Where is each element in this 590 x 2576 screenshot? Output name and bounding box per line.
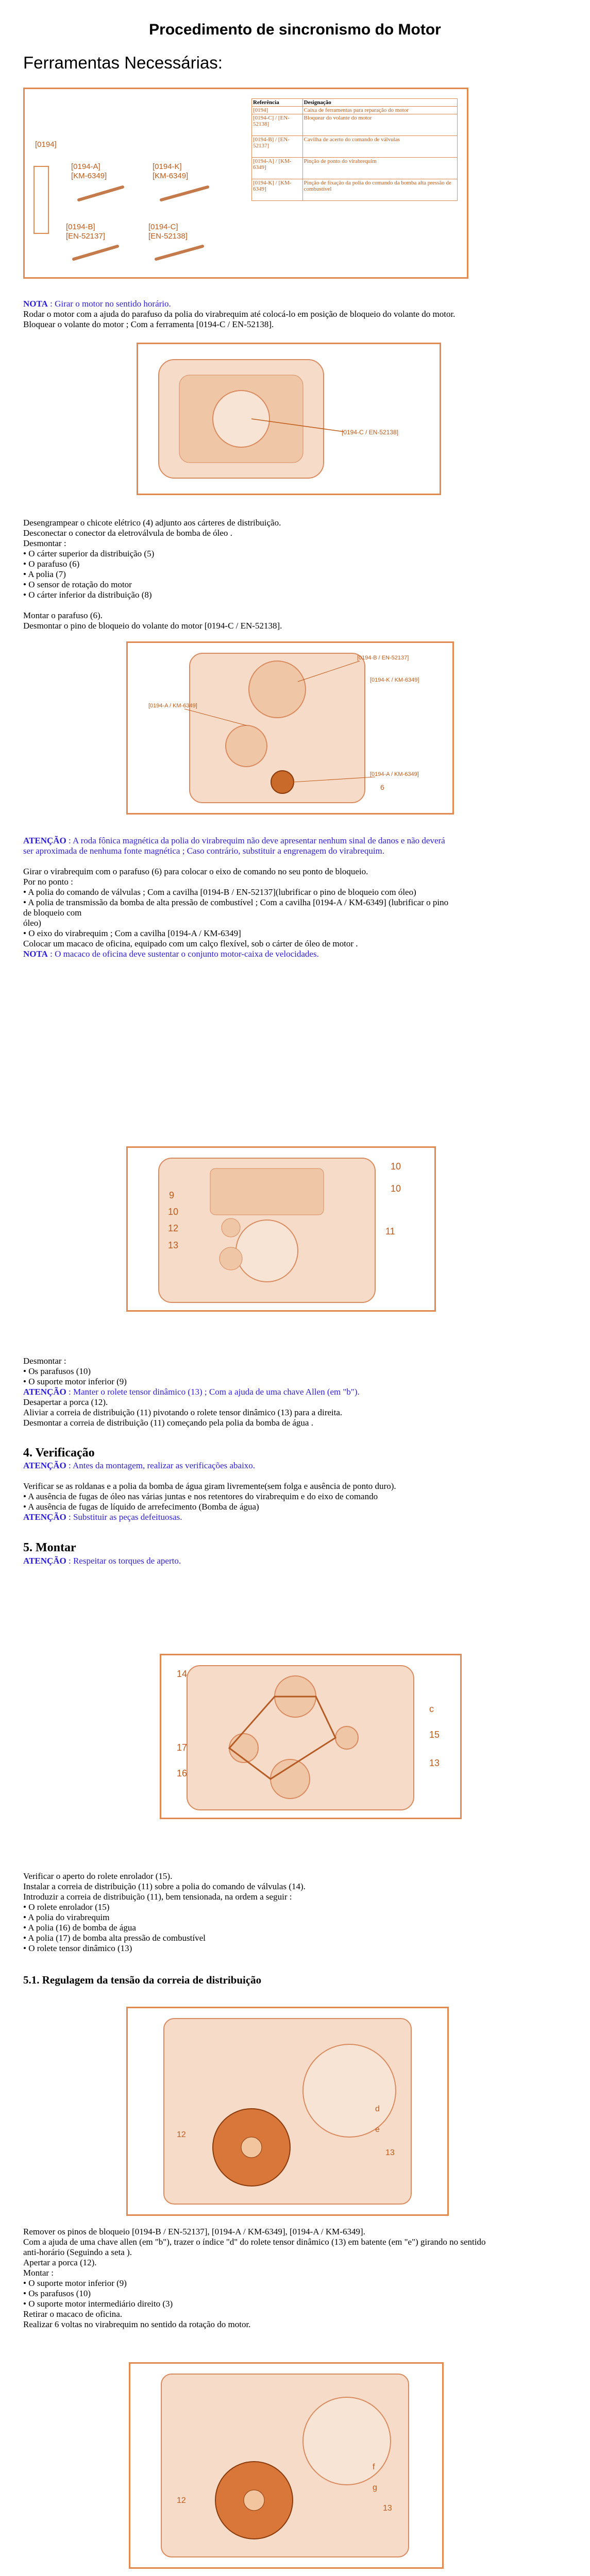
- figure-label: g: [373, 2483, 377, 2492]
- text-line: Desconectar o conector da eletroválvula de bomba de óleo .: [23, 528, 232, 538]
- text-line: Realizar 6 voltas no virabrequim no sentido da rotação do motor.: [23, 2319, 251, 2329]
- text-line: Aliviar a correia de distribuição (11) pivotando o rolete tensor dinâmico (13) para a direita.: [23, 1408, 343, 1417]
- tensioner-illustration: [130, 2364, 442, 2567]
- list-item: • O parafuso (6): [23, 559, 80, 569]
- figure-label: 17: [177, 1742, 188, 1753]
- list-item: • A ausência de fugas de líquido de arrefecimento (Bomba de água): [23, 1502, 259, 1512]
- list-item: • O suporte motor inferior (9): [23, 1377, 127, 1386]
- attention-label: ATENÇÃO: [23, 1387, 66, 1397]
- tools-figure: [23, 88, 468, 279]
- figure-label: 10: [168, 1207, 179, 1217]
- table-cell: [0194-A] / [KM-6349]: [252, 158, 303, 179]
- text-line: Remover os pinos de bloqueio [0194-B / EN-52137], [0194-A / KM-6349], [0194-A / KM-6349].: [23, 2227, 365, 2236]
- nota-text: : Girar o motor no sentido horário.: [47, 299, 171, 309]
- list-item: • O eixo do virabrequim ; Com a cavilha [0194-A / KM-6349]: [23, 928, 241, 938]
- table-row: [252, 179, 458, 201]
- nota-line: [23, 299, 171, 309]
- list-item: • A polia (17) de bomba alta pressão de combustível: [23, 1933, 206, 1943]
- attention-label: ATENÇÃO: [23, 1461, 66, 1470]
- attention-line: [23, 1461, 255, 1471]
- figure-label: d: [375, 2105, 380, 2113]
- list-item: óleo): [23, 918, 41, 928]
- figure-label: 13: [168, 1240, 179, 1250]
- tensioner-illustration: [128, 2008, 447, 2214]
- table-cell: [0194-B] / [EN-52137]: [252, 136, 303, 158]
- figure-label: 12: [168, 1223, 179, 1233]
- text-line: Desengrampear o chicote elétrico (4) adjunto aos cárteres de distribuição.: [23, 518, 281, 528]
- list-item: • A polia do comando de válvulas ; Com a cavilha [0194-B / EN-52137](lubrificar o pino de bloqueio com óleo): [23, 887, 416, 897]
- attention-line: ser aproximada de nenhuma fonte magnética ; Caso contrário, substituir a engrenagem do virabrequim.: [23, 846, 385, 856]
- list-item: • A polia de transmissão da bomba de alta pressão de combustível ; Com a cavilha [0194-A / KM-6349] (lubrificar o pino: [23, 897, 449, 907]
- text-line: Girar o virabrequim com o parafuso (6) para colocar o eixo de comando no seu ponto de bloqueio.: [23, 867, 368, 876]
- figure-label: 13: [429, 1758, 440, 1768]
- tool-label: [0194]: [35, 140, 57, 149]
- figure-label: 12: [177, 2130, 186, 2139]
- section-heading: 5. Montar: [23, 1541, 76, 1554]
- figure-tensioner-2: [129, 2362, 444, 2569]
- tool-label: [0194-K]: [153, 162, 182, 171]
- text-line: Apertar a porca (12).: [23, 2258, 97, 2267]
- belt-routing-illustration: [161, 1655, 460, 1818]
- section-heading: 5.1. Regulagem da tensão da correia de distribuição: [23, 1974, 262, 1986]
- list-item: • A ausência de fugas de óleo nas várias juntas e nos retentores do virabrequim e do eixo de comando: [23, 1492, 378, 1501]
- text-line: Rodar o motor com a ajuda do parafuso da polia do virabrequim até colocá-lo em posição de bloqueio do volante do motor.: [23, 309, 456, 319]
- list-item: • O cárter superior da distribuição (5): [23, 549, 155, 558]
- text-line: Colocar um macaco de oficina, equipado com um calço flexível, sob o cárter de óleo de motor .: [23, 939, 358, 948]
- tool-label: [0194-C]: [148, 223, 178, 231]
- attention-text: : A roda fônica magnética da polia do virabrequim não deve apresentar nenhum sinal de danos e não deverá: [66, 836, 445, 845]
- attention-label: ATENÇÃO: [23, 1512, 66, 1522]
- nota-label: NOTA: [23, 299, 48, 309]
- table-cell: Pinção de ponto do virabrequim: [302, 158, 457, 179]
- tool-label: [KM-6349]: [153, 172, 189, 180]
- tool-label: [0194-B]: [66, 223, 95, 231]
- figure-label: 6: [380, 783, 384, 791]
- figure-label: 14: [177, 1669, 188, 1679]
- figure-engine-mount: [126, 1146, 436, 1312]
- figure-label: 10: [391, 1161, 401, 1172]
- nota-label: NOTA: [23, 949, 48, 959]
- list-item: • A polia do virabrequim: [23, 1912, 110, 1922]
- figure-tensioner-1: [126, 2007, 449, 2216]
- table-row: [252, 158, 458, 179]
- attention-line: [23, 1556, 181, 1566]
- text-line: Montar :: [23, 2268, 54, 2278]
- nota-text: : O macaco de oficina deve sustentar o conjunto motor-caixa de velocidades.: [47, 949, 319, 959]
- attention-text: : Manter o rolete tensor dinâmico (13) ; Com a ajuda de uma chave Allen (em "b").: [66, 1387, 360, 1397]
- text-line: Bloquear o volante do motor ; Com a ferramenta [0194-C / EN-52138].: [23, 319, 274, 329]
- table-cell: Cavilha de acerto do comando de válvulas: [302, 136, 457, 158]
- figure-label: [0194-A / KM-6349]: [148, 703, 197, 709]
- nota-line: [23, 949, 319, 959]
- text-line: Montar o parafuso (6).: [23, 611, 103, 620]
- text-line: Verificar o aperto do rolete enrolador (15).: [23, 1871, 173, 1881]
- table-cell: [0194-K] / [KM-6349]: [252, 179, 303, 201]
- figure-label: 12: [177, 2496, 186, 2505]
- attention-text: : Substituir as peças defeituosas.: [66, 1512, 182, 1522]
- engine-mount-illustration: [128, 1148, 434, 1310]
- text-line: Instalar a correia de distribuição (11) sobre a polia do comando de válvulas (14).: [23, 1882, 306, 1891]
- figure-belt-routing: [160, 1654, 462, 1819]
- table-header: Referência: [252, 99, 303, 107]
- list-item: • O rolete enrolador (15): [23, 1902, 110, 1912]
- list-item: • A polia (7): [23, 569, 66, 579]
- attention-text: : Antes da montagem, realizar as verificações abaixo.: [66, 1461, 256, 1470]
- figure-label: e: [375, 2125, 380, 2134]
- page-title: Procedimento de sincronismo do Motor: [149, 21, 441, 38]
- figure-label: 13: [385, 2148, 395, 2157]
- figure-label: [0194-C / EN-52138]: [342, 429, 399, 436]
- list-item: de bloqueio com: [23, 908, 82, 918]
- figure-flywheel-lock: [137, 343, 441, 495]
- text-line: Introduzir a correia de distribuição (11), bem tensionada, na ordem a seguir :: [23, 1892, 292, 1902]
- figure-label: [0194-K / KM-6349]: [370, 677, 419, 683]
- figure-label: f: [373, 2463, 375, 2471]
- tools-illustration: [25, 89, 231, 275]
- table-cell: Bloquear do volante do motor: [302, 114, 457, 136]
- table-cell: [0194-C] / [EN-52138]: [252, 114, 303, 136]
- figure-label: 16: [177, 1768, 188, 1778]
- text-line: Desmontar a correia de distribuição (11) começando pela polia da bomba de água .: [23, 1418, 313, 1428]
- table-row: [252, 107, 458, 114]
- table-row: [252, 136, 458, 158]
- engine-illustration: [138, 344, 440, 494]
- text-line: Retirar o macaco de oficina.: [23, 2309, 123, 2319]
- table-row: [252, 114, 458, 136]
- attention-line: [23, 1387, 360, 1397]
- table-cell: [0194]: [252, 107, 303, 114]
- tool-label: [KM-6349]: [71, 172, 107, 180]
- list-item: • O rolete tensor dinâmico (13): [23, 1943, 132, 1953]
- figure-label: [0194-B / EN-52137]: [357, 655, 409, 661]
- text-line: Desapertar a porca (12).: [23, 1397, 108, 1407]
- list-item: • A polia (16) de bomba de água: [23, 1923, 136, 1933]
- figure-label: 11: [385, 1226, 395, 1236]
- table-cell: Pinção de fixação da polia do comando da bomba alta pressão de combustível: [302, 179, 457, 201]
- list-item: • O sensor de rotação do motor: [23, 580, 132, 589]
- tools-heading: Ferramentas Necessárias:: [23, 53, 223, 72]
- list-item: • O suporte motor inferior (9): [23, 2278, 127, 2288]
- list-item: • Os parafusos (10): [23, 1366, 91, 1376]
- text-line: Desmontar :: [23, 538, 66, 548]
- figure-label: 10: [391, 1183, 401, 1194]
- attention-label: ATENÇÃO: [23, 1556, 66, 1566]
- tool-label: [EN-52138]: [148, 232, 188, 241]
- tool-label: [EN-52137]: [66, 232, 105, 241]
- text-line: anti-horário (Seguindo a seta ).: [23, 2247, 132, 2257]
- text-line: Por no ponto :: [23, 877, 73, 887]
- attention-line: [23, 1512, 182, 1522]
- tools-table: [251, 98, 458, 201]
- table-header: Designação: [302, 99, 457, 107]
- figure-label: 13: [383, 2504, 392, 2513]
- text-line: Verificar se as roldanas e a polia da bomba de água giram livremente(sem folga e ausência de ponto duro).: [23, 1481, 396, 1491]
- list-item: • Os parafusos (10): [23, 2289, 91, 2298]
- list-item: • O cárter inferior da distribuição (8): [23, 590, 152, 600]
- tool-label: [0194-A]: [71, 162, 100, 171]
- attention-label: ATENÇÃO: [23, 836, 66, 845]
- section-heading: 4. Verificação: [23, 1446, 95, 1460]
- list-item: • O suporte motor intermediário direito (3): [23, 2299, 173, 2309]
- timing-pins-illustration: [128, 643, 452, 813]
- text-line: Desmontar o pino de bloqueio do volante do motor [0194-C / EN-52138].: [23, 621, 282, 631]
- table-cell: Caixa de ferramentas para reparação do motor: [302, 107, 457, 114]
- attention-line: [23, 836, 445, 846]
- figure-timing-pins: [126, 641, 454, 815]
- text-line: Desmontar :: [23, 1356, 66, 1366]
- text-line: Com a ajuda de uma chave allen (em "b"), trazer o índice "d" do rolete tensor dinâmico (13) em batente (em "e") girando no sentido: [23, 2237, 486, 2247]
- figure-label: c: [429, 1704, 434, 1714]
- attention-text: : Respeitar os torques de aperto.: [66, 1556, 181, 1566]
- figure-label: [0194-A / KM-6349]: [370, 771, 419, 777]
- figure-label: 15: [429, 1730, 440, 1740]
- figure-label: 9: [169, 1190, 175, 1200]
